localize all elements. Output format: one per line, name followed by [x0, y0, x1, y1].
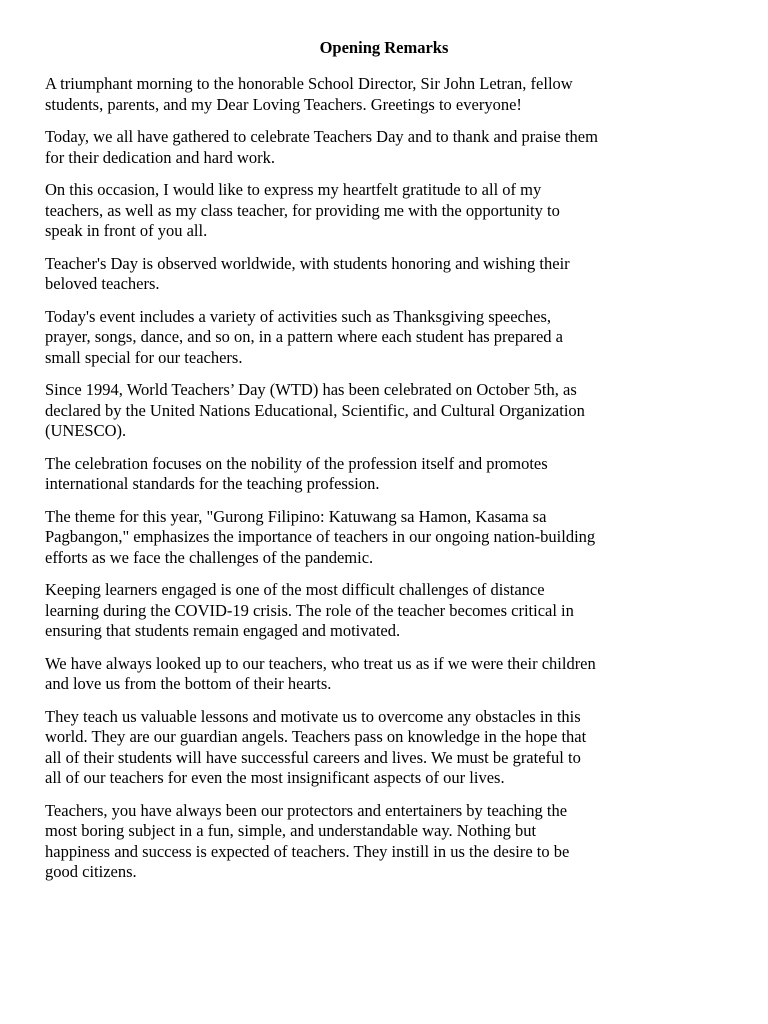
paragraph-history: Since 1994, World Teachers’ Day (WTD) has been celebrated on October 5th, as declared by the United Nations Educational, Scientific, and Cultural Organization (UNESCO). [45, 380, 585, 440]
document-title: Opening Remarks [319, 38, 449, 57]
paragraph-greeting: A triumphant morning to the honorable School Director, Sir John Letran, fellow students, parents, and my Dear Loving Teachers. Greetings to everyone! [45, 74, 573, 114]
paragraph-closing: Teachers, you have always been our protectors and entertainers by teaching the most boring subject in a fun, simple, and understandable way. Nothing but happiness and success is expected of teachers. They instill in us the desire to be good citizens. [45, 800, 570, 881]
paragraph-activities: Today's event includes a variety of activities such as Thanksgiving speeches, prayer, songs, dance, and so on, in a pattern where each student has prepared a small special for our teachers. [45, 306, 563, 367]
paragraph-purpose: Today, we all have gathered to celebrate Teachers Day and to thank and praise them for their dedication and hard work. [45, 127, 598, 167]
paragraph-worldwide: Teacher's Day is observed worldwide, with students honoring and wishing their beloved teachers. [45, 253, 570, 293]
paragraph-engagement: Keeping learners engaged is one of the most difficult challenges of distance learning during the COVID-19 crisis. The role of the teacher becomes critical in ensuring that students remain engaged and motivated. [45, 580, 574, 640]
paragraph-lessons: They teach us valuable lessons and motivate us to overcome any obstacles in this world. They are our guardian angels. Teachers pass on knowledge in the hope that all of their students will have successful careers and lives. We must be grateful to all of our teachers for even the most insignificant aspects of our lives. [45, 706, 587, 787]
paragraph-theme: The theme for this year, "Gurong Filipino: Katuwang sa Hamon, Kasama sa Pagbangon," emphasizes the importance of teachers in our ongoing nation-building efforts as we face the challenges of the pandemic. [45, 506, 596, 567]
paragraph-gratitude: On this occasion, I would like to express my heartfelt gratitude to all of my teachers, as well as my class teacher, for providing me with the opportunity to speak in front of you all. [45, 180, 560, 240]
paragraph-focus: The celebration focuses on the nobility of the profession itself and promotes international standards for the teaching profession. [45, 453, 548, 493]
paragraph-admiration: We have always looked up to our teachers, who treat us as if we were their children and love us from the bottom of their hearts. [45, 653, 596, 693]
document-body [45, 74, 735, 895]
